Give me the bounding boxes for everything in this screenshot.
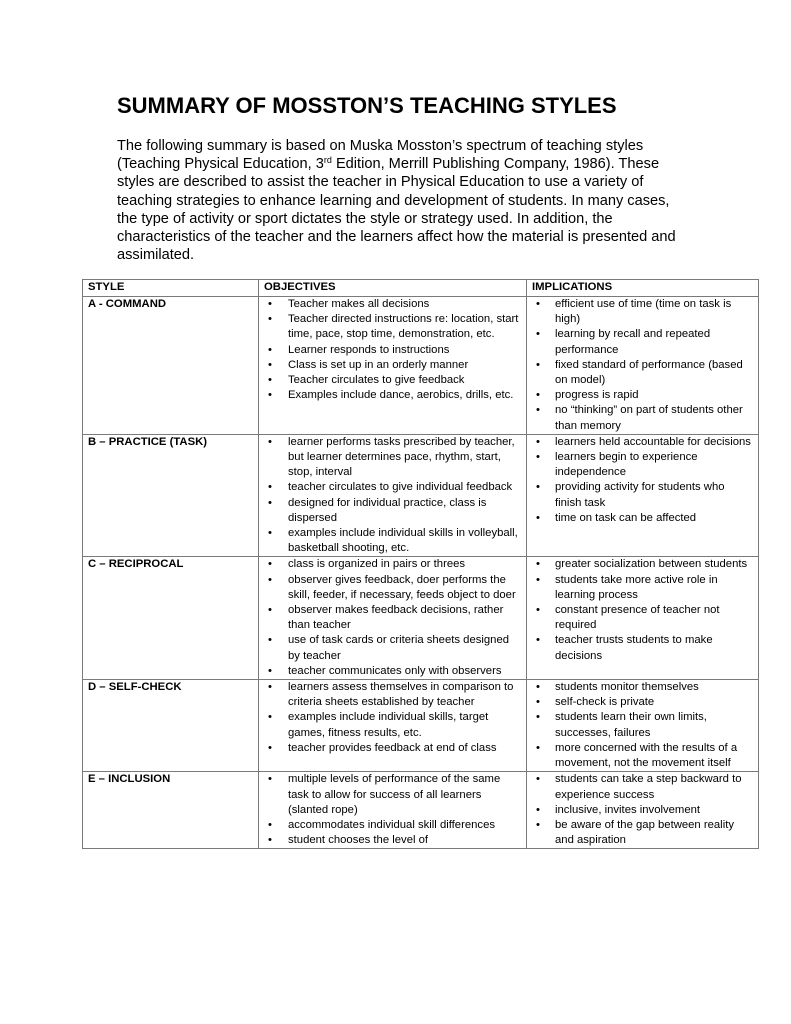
implications-list — [532, 557, 754, 663]
objectives-cell — [259, 434, 527, 557]
list-item: • teacher provides feedback at end of class — [264, 741, 522, 756]
list-item: • students take more active role in learning process — [532, 573, 754, 603]
objectives-list — [264, 435, 522, 557]
list-item: • use of task cards or criteria sheets designed by teacher — [264, 633, 522, 663]
list-item: • Teacher makes all decisions — [264, 297, 522, 312]
list-item: • student chooses the level of — [264, 833, 522, 848]
list-item: • no “thinking” on part of students other than memory — [532, 403, 754, 433]
implications-list — [532, 297, 754, 434]
list-item: • time on task can be affected — [532, 511, 754, 526]
implications-cell — [527, 434, 759, 557]
implications-list — [532, 680, 754, 771]
intro-text-part1: The following summary is based on Muska Mosston’s spectrum of teaching styles (Teaching Physical Education, 3 — [117, 138, 644, 173]
list-item: • designed for individual practice, class is dispersed — [264, 496, 522, 526]
list-item: • constant presence of teacher not required — [532, 603, 754, 633]
objectives-list — [264, 680, 522, 756]
style-cell: E – INCLUSION — [83, 772, 259, 849]
intro-text-part2: Edition, Merrill Publishing Company, 1986). These styles are described to assist the teacher in Physical Education to use a variety of teaching strategies to enhance learning and development of students. In many cases, the type of activity or sport dictates the style or strategy used. In addition, the characteristics of the teacher and the learners affect how the material is presented and assimilated. — [117, 156, 676, 264]
table-row — [83, 557, 759, 680]
implications-cell — [527, 772, 759, 849]
implications-list — [532, 435, 754, 526]
style-cell: B – PRACTICE (TASK) — [83, 434, 259, 557]
list-item: • multiple levels of performance of the same task to allow for success of all learners (slanted rope) — [264, 772, 522, 818]
list-item: • students learn their own limits, successes, failures — [532, 710, 754, 740]
list-item: • observer gives feedback, doer performs the skill, feeder, if necessary, feeds object to doer — [264, 573, 522, 603]
list-item: • self-check is private — [532, 695, 754, 710]
objectives-list — [264, 772, 522, 848]
page-title: SUMMARY OF MOSSTON’S TEACHING STYLES — [117, 93, 617, 118]
objectives-cell — [259, 680, 527, 772]
intro-superscript: rd — [323, 155, 332, 166]
list-item: • more concerned with the results of a movement, not the movement itself — [532, 741, 754, 771]
list-item: • greater socialization between students — [532, 557, 754, 572]
list-item: • learners held accountable for decisions — [532, 435, 754, 450]
list-item: • learners begin to experience independence — [532, 450, 754, 480]
list-item: • teacher trusts students to make decisions — [532, 633, 754, 663]
objectives-cell — [259, 557, 527, 680]
list-item: • Learner responds to instructions — [264, 343, 522, 358]
style-cell: A - COMMAND — [83, 297, 259, 435]
style-cell: C – RECIPROCAL — [83, 557, 259, 680]
list-item: • fixed standard of performance (based on model) — [532, 358, 754, 388]
implications-cell — [527, 557, 759, 680]
table-header-row — [83, 280, 759, 297]
table-row — [83, 297, 759, 435]
list-item: • providing activity for students who finish task — [532, 480, 754, 510]
style-cell: D – SELF-CHECK — [83, 680, 259, 772]
header-implications: IMPLICATIONS — [527, 280, 759, 297]
list-item: • teacher circulates to give individual feedback — [264, 480, 522, 495]
implications-cell — [527, 680, 759, 772]
objectives-cell — [259, 297, 527, 435]
list-item: • learners assess themselves in comparison to criteria sheets established by teacher — [264, 680, 522, 710]
intro-paragraph — [117, 137, 687, 264]
list-item: • examples include individual skills in volleyball, basketball shooting, etc. — [264, 526, 522, 556]
table-row — [83, 680, 759, 772]
list-item: • inclusive, invites involvement — [532, 803, 754, 818]
list-item: • class is organized in pairs or threes — [264, 557, 522, 572]
header-style: STYLE — [83, 280, 259, 297]
list-item: • learner performs tasks prescribed by teacher, but learner determines pace, rhythm, start, stop, interval — [264, 435, 522, 481]
list-item: • teacher communicates only with observers — [264, 664, 522, 679]
list-item: • observer makes feedback decisions, rather than teacher — [264, 603, 522, 633]
table-row — [83, 434, 759, 557]
implications-list — [532, 772, 754, 848]
list-item: • students can take a step backward to experience success — [532, 772, 754, 802]
objectives-list — [264, 557, 522, 679]
table-body — [83, 297, 759, 849]
list-item: • students monitor themselves — [532, 680, 754, 695]
list-item: • examples include individual skills, target games, fitness results, etc. — [264, 710, 522, 740]
list-item: • be aware of the gap between reality and aspiration — [532, 818, 754, 848]
objectives-cell — [259, 772, 527, 849]
list-item: • efficient use of time (time on task is high) — [532, 297, 754, 327]
list-item: • Teacher directed instructions re: location, start time, pace, stop time, demonstration, etc. — [264, 312, 522, 342]
list-item: • Teacher circulates to give feedback — [264, 373, 522, 388]
list-item: • progress is rapid — [532, 388, 754, 403]
teaching-styles-table — [82, 279, 759, 849]
table-row — [83, 772, 759, 849]
list-item: • Class is set up in an orderly manner — [264, 358, 522, 373]
list-item: • Examples include dance, aerobics, drills, etc. — [264, 388, 522, 403]
header-objectives: OBJECTIVES — [259, 280, 527, 297]
implications-cell — [527, 297, 759, 435]
list-item: • accommodates individual skill differences — [264, 818, 522, 833]
objectives-list — [264, 297, 522, 403]
list-item: • learning by recall and repeated performance — [532, 327, 754, 357]
